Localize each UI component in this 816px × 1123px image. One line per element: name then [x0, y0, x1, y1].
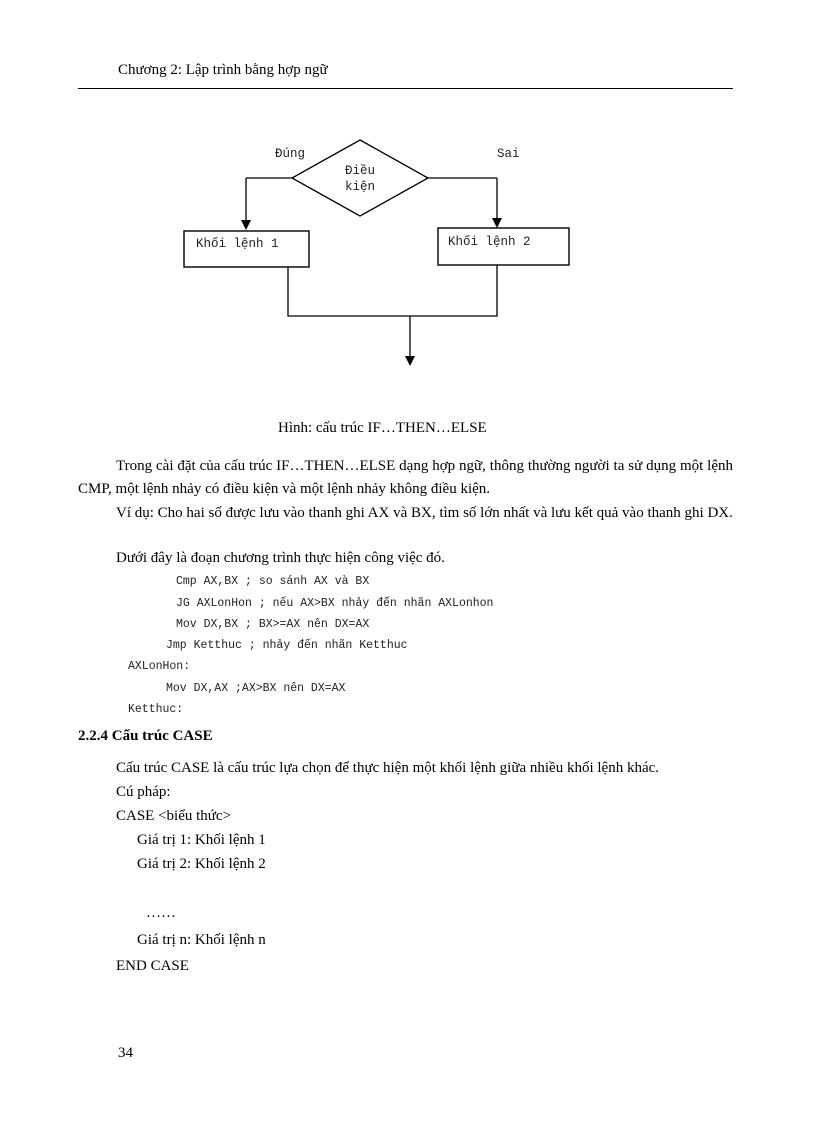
syntax-label: Cú pháp:: [116, 784, 171, 800]
code-line: Mov DX,BX ; BX>=AX nên DX=AX: [176, 618, 370, 631]
code-line: Jmp Ketthuc ; nhảy đến nhãn Ketthuc: [166, 639, 408, 652]
section-heading: 2.2.4 Cấu trúc CASE: [78, 728, 213, 744]
paragraph-example: Ví dụ: Cho hai số được lưu vào thanh ghi AX và BX, tìm số lớn nhất và lưu kết quả vào thanh ghi DX.: [116, 505, 733, 521]
case-value-1: Giá trị 1: Khối lệnh 1: [137, 832, 266, 848]
case-ellipsis: ……: [146, 905, 176, 921]
code-line: Cmp AX,BX ; so sánh AX và BX: [176, 575, 370, 588]
end-case: END CASE: [116, 958, 189, 974]
case-value-n: Giá trị n: Khối lệnh n: [137, 932, 266, 948]
case-value-2: Giá trị 2: Khối lệnh 2: [137, 856, 266, 872]
true-branch-arrowhead: [241, 220, 251, 230]
figure-caption: Hình: cấu trúc IF…THEN…ELSE: [278, 420, 487, 436]
case-line: CASE <biểu thức>: [116, 808, 232, 824]
page-header-title: Chương 2: Lập trình bằng hợp ngữ: [118, 62, 328, 78]
case-intro: Cấu trúc CASE là cấu trúc lựa chọn để thực hiện một khối lệnh giữa nhiều khối lệnh khác.: [116, 760, 660, 776]
code-line: Mov DX,AX ;AX>BX nên DX=AX: [166, 682, 346, 695]
exit-arrowhead: [405, 356, 415, 366]
condition-diamond: [292, 140, 428, 216]
false-label: Sai: [497, 147, 520, 161]
paragraph-if-then-else: Trong cài đặt của cấu trúc IF…THEN…ELSE dạng hợp ngữ, thông thường người ta sử dụng một lệnh CMP, một lệnh nhảy có điều kiện và một lệnh nhảy không điều kiện.: [78, 458, 733, 497]
merge-line: [288, 265, 497, 316]
block1-label: Khối lệnh 1: [196, 237, 279, 251]
block2-label: Khối lệnh 2: [448, 235, 531, 249]
code-label: AXLonHon:: [128, 660, 191, 673]
code-line: JG AXLonHon ; nếu AX>BX nhảy đến nhãn AXLonhon: [176, 597, 494, 610]
condition-label-line1: Điều: [344, 164, 376, 178]
page-number: 34: [118, 1045, 133, 1061]
code-label: Ketthuc:: [128, 703, 184, 716]
true-label: Đúng: [275, 147, 306, 161]
if-then-else-flowchart: [0, 0, 816, 380]
paragraph-program-intro: Dưới đây là đoạn chương trình thực hiện công việc đó.: [116, 550, 445, 566]
false-branch-arrowhead: [492, 218, 502, 228]
condition-label-line2: kiện: [344, 180, 376, 194]
